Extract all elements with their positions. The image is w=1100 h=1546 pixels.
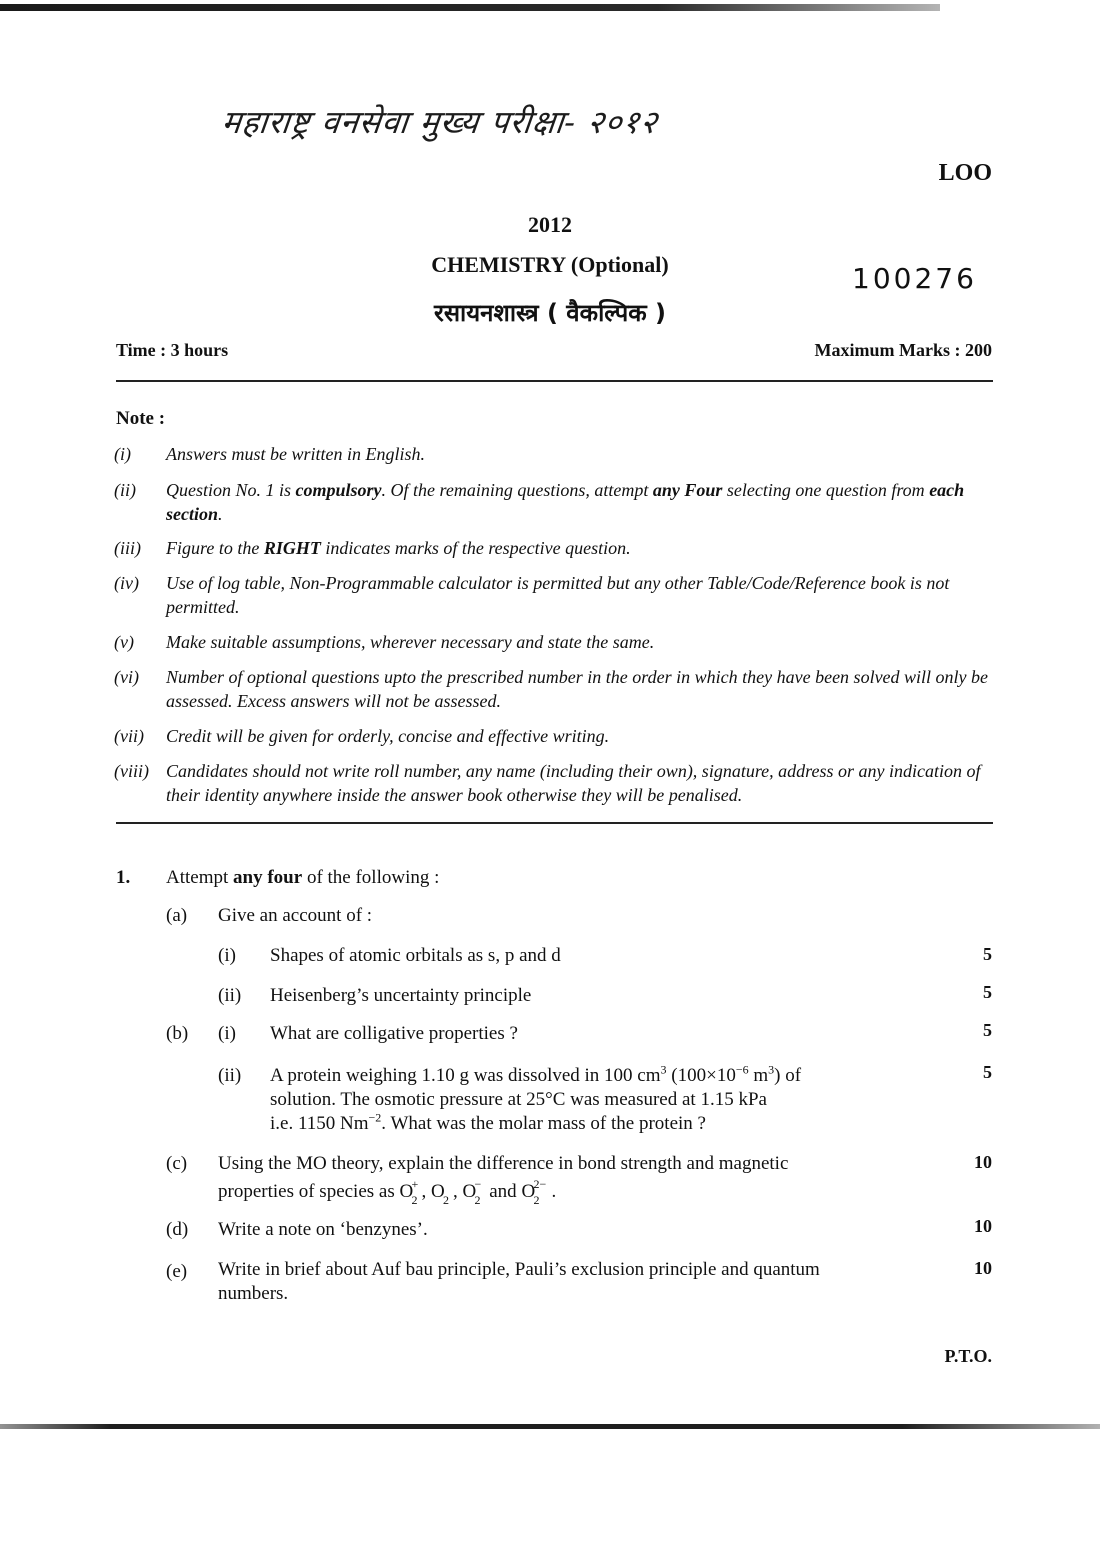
note-text: Number of optional questions upto the prescribed number in the order in which they have been solved will only be assessed. Excess answers will not be assessed.	[166, 667, 989, 711]
part-label-a: (a)	[166, 905, 188, 926]
part-label-e: (e)	[166, 1261, 188, 1282]
exam-year: 2012	[528, 212, 572, 237]
part-label-d: (d)	[166, 1219, 189, 1240]
paper-code: LOO	[938, 160, 992, 186]
divider-top	[116, 380, 993, 382]
scan-edge-bottom	[0, 1424, 1100, 1429]
subpart-label: (i)	[218, 1023, 236, 1044]
note-number: (v)	[114, 632, 134, 652]
note-item	[114, 571, 994, 619]
marks-value: 10	[974, 1152, 992, 1172]
note-text: Figure to the RIGHT indicates marks of the respective question.	[166, 538, 631, 558]
marks-value: 5	[983, 982, 992, 1002]
serial-number: 100276	[852, 262, 977, 295]
note-item	[114, 665, 994, 713]
time-allowed: Time : 3 hours	[116, 340, 229, 360]
subpart-label: (ii)	[218, 985, 242, 1006]
subpart-label: (i)	[218, 945, 236, 966]
question-intro: Attempt any four of the following :	[166, 867, 440, 888]
subject-title-hindi: रसायनशास्त्र ( वैकल्पिक )	[434, 299, 666, 327]
subject-title: CHEMISTRY (Optional)	[431, 252, 669, 277]
subpart-text: Shapes of atomic orbitals as s, p and d	[270, 945, 561, 966]
note-number: (viii)	[114, 761, 149, 781]
note-number: (i)	[114, 444, 131, 464]
part-label-b: (b)	[166, 1023, 189, 1044]
part-text-a: Give an account of :	[218, 905, 373, 926]
subpart-text: What are colligative properties ?	[270, 1023, 518, 1044]
note-item	[114, 630, 994, 654]
marks-value: 5	[983, 1062, 992, 1082]
marks-value: 10	[974, 1258, 992, 1278]
maximum-marks: Maximum Marks : 200	[814, 340, 992, 360]
note-number: (ii)	[114, 480, 136, 500]
part-text-e: Write in brief about Auf bau principle, Pauli’s exclusion principle and quantum numbers.	[218, 1259, 820, 1304]
note-text: Make suitable assumptions, wherever necessary and state the same.	[166, 632, 655, 652]
note-item	[114, 536, 994, 560]
subpart-text: A protein weighing 1.10 g was dissolved in 100 $cm^3$ ($100\times 10^{-6}$ $m^3$) of solution. The osmotic pressure at 25°C was measured at 1.15 kPa i.e. 1150 $Nm^{-2}$. What was the molar mass of the protein ?	[270, 1062, 802, 1134]
scan-edge-top	[0, 4, 940, 11]
part-text-c: Using the MO theory, explain the difference in bond strength and magnetic properties of species as O + 2 , O 2 , O − 2 and O 2− 2 .	[218, 1153, 789, 1207]
note-item	[114, 442, 994, 466]
note-text: Answers must be written in English.	[166, 444, 426, 464]
note-text: Credit will be given for orderly, concise and effective writing.	[166, 726, 610, 746]
note-number: (vi)	[114, 667, 139, 687]
subpart-text: Heisenberg’s uncertainty principle	[270, 985, 532, 1006]
marks-value: 5	[983, 944, 992, 964]
note-item	[114, 759, 994, 807]
note-number: (vii)	[114, 726, 144, 746]
note-text: Candidates should not write roll number, any name (including their own), signature, address or any indication of their identity anywhere inside the answer book otherwise they will be penalised.	[166, 761, 981, 805]
question-number: 1.	[116, 867, 131, 888]
please-turn-over: P.T.O.	[944, 1346, 992, 1366]
note-text: Question No. 1 is compulsory. Of the remaining questions, attempt any Four selecting one question from each section.	[166, 480, 965, 524]
part-text-d: Write a note on ‘benzynes’.	[218, 1219, 428, 1240]
marks-value: 5	[983, 1020, 992, 1040]
note-item	[114, 478, 994, 526]
note-number: (iii)	[114, 538, 141, 558]
note-text: Use of log table, Non-Programmable calculator is permitted but any other Table/Code/Reference book is not permitted.	[166, 573, 950, 617]
marks-value: 10	[974, 1216, 992, 1236]
part-label-c: (c)	[166, 1153, 188, 1174]
handwritten-exam-title: महाराष्ट्र वनसेवा मुख्य परीक्षा- २०१२	[219, 103, 660, 141]
note-title: Note :	[116, 408, 166, 429]
note-number: (iv)	[114, 573, 139, 593]
divider-notes	[116, 822, 993, 824]
note-item	[114, 724, 994, 748]
subpart-label: (ii)	[218, 1065, 242, 1086]
